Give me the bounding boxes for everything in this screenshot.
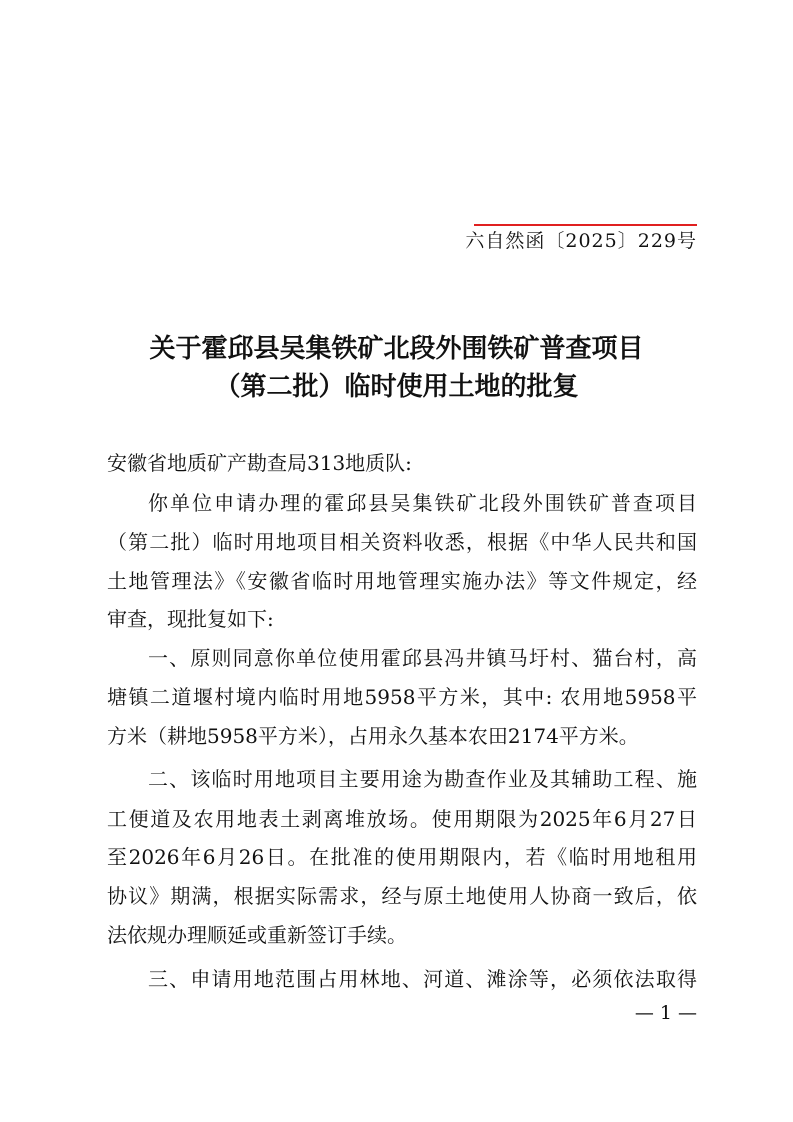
addressee: 安徽省地质矿产勘查局313地质队: [107, 451, 412, 475]
body-line: 塘镇二道堰村境内临时用地5958平方米，其中: 农用地5958平 [107, 685, 697, 709]
body-line: 审查，现批复如下: [107, 607, 274, 631]
title-line-1: 关于霍邱县吴集铁矿北段外围铁矿普查项目 [149, 334, 644, 364]
body-line: 你单位申请办理的霍邱县吴集铁矿北段外围铁矿普查项目 [148, 491, 697, 515]
body-line: 法依规办理顺延或重新签订手续。 [107, 923, 407, 947]
body-line: 土地管理法》《安徽省临时用地管理实施办法》等文件规定，经 [107, 569, 697, 593]
title-line-2: （第二批）临时使用土地的批复 [214, 372, 579, 402]
body-line: 协议》期满，根据实际需求，经与原土地使用人协商一致后，依 [107, 884, 697, 908]
body-line: 工便道及农用地表土剥离堆放场。使用期限为2025年6月27日 [107, 807, 697, 831]
body-line: 一、原则同意你单位使用霍邱县冯井镇马圩村、猫台村，高 [148, 646, 697, 670]
body-line: （第二批）临时用地项目相关资料收悉，根据《中华人民共和国 [107, 530, 697, 554]
body-line: 三、申请用地范围占用林地、河道、滩涂等，必须依法取得 [148, 967, 697, 991]
document-number: 六自然函〔2025〕229号 [465, 230, 697, 252]
body-line: 方米（耕地5958平方米），占用永久基本农田2174平方米。 [107, 724, 639, 748]
body-line: 至2026年6月26日。在批准的使用期限内，若《临时用地租用 [107, 845, 697, 869]
body-line: 二、该临时用地项目主要用途为勘查作业及其辅助工程、施 [148, 767, 697, 791]
page-number: — 1 — [634, 1002, 697, 1024]
